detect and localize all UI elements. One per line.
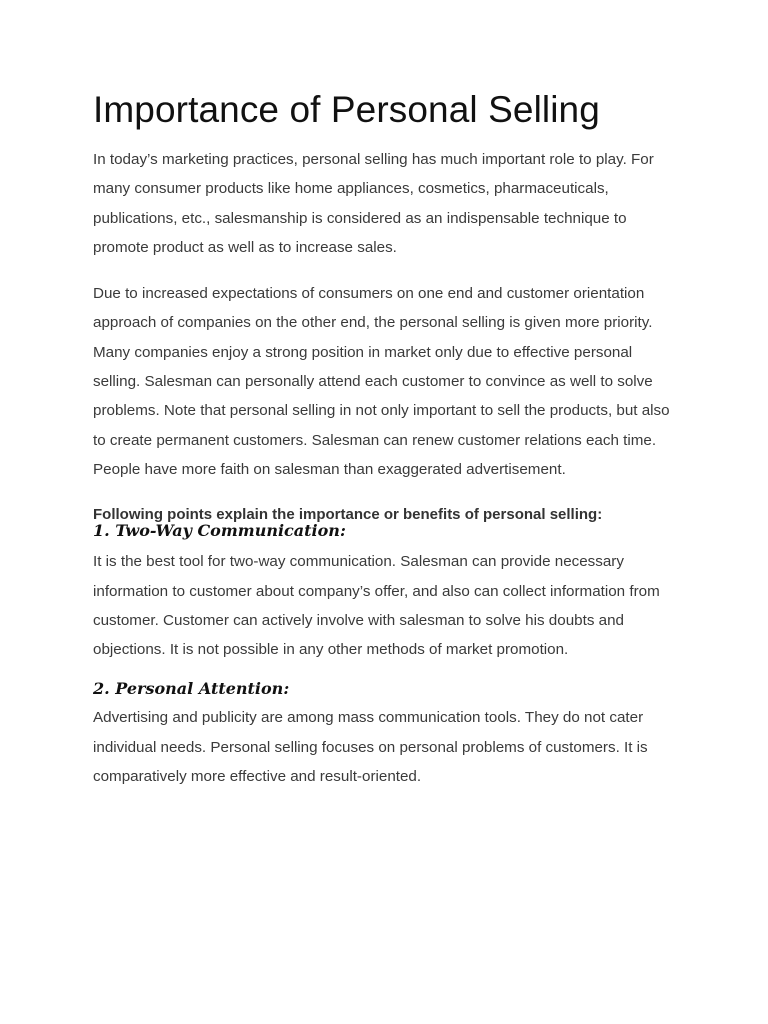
point-heading-two-way-communication: 1. Two-Way Communication:: [93, 521, 346, 541]
document-page: [93, 88, 678, 791]
intro-paragraph: In today’s marketing practices, personal selling has much important role to play. For many consumer products like home appliances, cosmetics, pharmaceuticals, publications, etc., salesmanship is considered as an indispensable technique to promote product as well as to increase sales.: [93, 151, 654, 256]
point-body-two-way-communication: It is the best tool for two-way communication. Salesman can provide necessary information to customer about company’s offer, and also can collect information from customer. Customer can actively involve with salesman to solve his doubts and objections. It is not possible in any other methods of market promotion.: [93, 553, 660, 659]
priority-paragraph: Due to increased expectations of consumers on one end and customer orientation approach of companies on the other end, the personal selling is given more priority. Many companies enjoy a strong position in market only due to effective personal selling. Salesman can personally attend each customer to convince as well to solve problems. Note that personal selling in not only important to sell the products, but also to create permanent customers. Salesman can renew customer relations each time. People have more faith on salesman than exaggerated advertisement.: [93, 285, 670, 478]
point-heading-personal-attention: 2. Personal Attention:: [93, 679, 290, 699]
page-title: Importance of Personal Selling: [93, 89, 600, 130]
point-body-personal-attention: Advertising and publicity are among mass communication tools. They do not cater individual needs. Personal selling focuses on personal problems of customers. It is comparatively more effective and result-oriented.: [93, 709, 648, 786]
points-intro: Following points explain the importance or benefits of personal selling:: [93, 506, 603, 524]
